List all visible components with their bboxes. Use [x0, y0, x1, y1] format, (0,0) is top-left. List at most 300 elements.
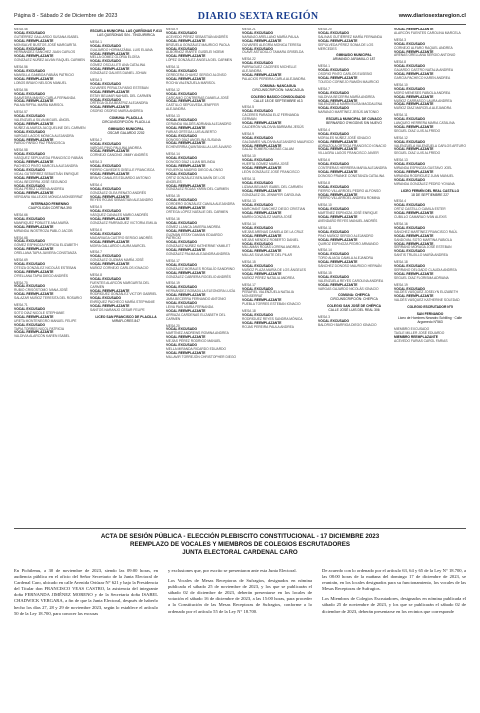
vocal-name: GONZÁLEZ NÚÑEZ KATHERINE YAMILET — [166, 244, 231, 249]
polling-place-name: ESCUELA MUNICIPAL DE CUNACO — [326, 117, 382, 122]
vocal-name: PUEBLA TORRES ESTEBAN IGNACIO — [242, 302, 301, 307]
vocal-role: VOCAL EXCUSADO — [90, 59, 122, 64]
mesa-number: MESA 57 — [14, 110, 28, 115]
vocal-role: VOCAL REEMPLAZANTE — [394, 72, 434, 77]
vocal-name: FIGUEROA MADRID DIEGO ALONSO — [166, 167, 223, 172]
vocal-name: CARCAMO CONTRERAS DANIELA JOSÉ — [166, 95, 229, 100]
vocal-role: VOCAL EXCUSADO — [318, 229, 350, 234]
mesa-number: MESA 3 — [394, 37, 406, 42]
mesa-block — [166, 260, 238, 280]
vocal-name: BALDRICH BARRIGA DIEGO IGNACIO — [318, 322, 377, 327]
vocal-name: OSORIO PINTO CARLOS EUSEBIO — [318, 72, 373, 77]
polling-place-name: GIMNASIO MUNICIPAL — [108, 126, 144, 131]
vocal-name: ESTAY BELMAR NAHUEL DEL CARMEN — [90, 93, 152, 98]
vocal-role: VOCAL EXCUSADO — [318, 207, 350, 212]
vocal-name: GARCÍA PACHECO KAREN ANDREA — [394, 75, 451, 80]
mesa-block — [394, 28, 466, 36]
polling-place — [90, 128, 162, 136]
mesa-number: MESA 4 — [394, 199, 406, 204]
mesa-block — [318, 272, 390, 292]
mesa-number: MESA 5 — [90, 205, 102, 210]
vocal-name: CERECERA CHAVEZ SERGIO ALONSO — [166, 72, 227, 77]
vocal-role: VOCAL REEMPLAZANTE — [166, 125, 206, 130]
vocal-role: VOCAL EXCUSADO — [14, 46, 46, 51]
listing-column — [90, 28, 162, 525]
vocal-name: MIRANDA GONZÁLEZ PEDRO YOVANA — [394, 181, 455, 186]
polling-place-name: COLEGIO SAN JOSÉ DE CHÉPICA — [326, 304, 382, 309]
vocal-name: MANRIQUEZ POBLETE ANA MARÍA — [14, 220, 69, 225]
listing-column — [318, 28, 390, 525]
notice-paragraph: En Pichilemu, a 30 de noviembre de 2023, siendo las 09:00 horas, en audiencia pública en el oficio del Señor Secretario de la Junta Electoral de Cardenal Caro, ubicado en calle Avenida Ortúzar N° 621 y bajo la Presidencia del Titular don FRANCISCO VEAS CASTRO, la asistencia del integrante doña FERNANDA JIMÉNEZ MORENO y de la Secretaria doña ISABEL CHADWICK VERGARA, a fin de que la Junta Electoral, después de haberlo hecho los días 27, 28 y 29 de noviembre 2023, según lo establece el artículo 50 de la Ley 18.700, para conocer las excusas — [14, 568, 158, 616]
vocal-name: GONZÁLEZ PARRAGUEZ VICTORIA EMILIA — [90, 220, 157, 225]
vocal-role: VOCAL REEMPLAZANTE — [14, 121, 54, 126]
vocal-role: VOCAL REEMPLAZANTE — [394, 241, 434, 246]
vocal-role: VOCAL EXCUSADO — [166, 301, 198, 305]
vocal-name: ORTEGA LÓPEZ NATALIE DEL CARMEN — [166, 209, 228, 214]
mesa-block — [394, 84, 466, 111]
vocal-name: CORDERO GONZÁLEZ CAMILA ALEJANDRA — [166, 202, 235, 207]
mesa-number: MESA 10 — [394, 82, 408, 87]
vocal-name: VALENZUELA VALENZUELA CARLOS ARTURO — [394, 143, 466, 148]
vocal-role: VOCAL REEMPLAZANTE — [166, 141, 206, 146]
polling-place — [318, 294, 390, 302]
polling-place-address: LAS QUEÑONAS S/N - TINGUIRIRICA — [97, 32, 155, 37]
mesa-number: MESA 10 — [242, 154, 256, 159]
mesa-number: MESA 19 — [166, 281, 180, 286]
notice-paragraph: y exclusiones que, por escrito se presentaron ante esta Junta Electoral. — [168, 568, 297, 573]
vocal-role: VOCAL REEMPLAZANTE — [318, 215, 358, 220]
mesa-number: MESA 7 — [90, 250, 102, 255]
vocal-role: VOCAL EXCUSADO — [242, 109, 274, 114]
vocal-role: VOCAL REEMPLAZANTE — [394, 271, 434, 276]
vocal-name: GONZÁLEZ CABRERA ROGELIO ANDRÉS — [166, 274, 231, 279]
vocal-name: GONZÁLEZ GUZMÁN MARÍA JOSÉ — [90, 258, 144, 263]
mesa-block — [14, 111, 86, 146]
vocal-role: VOCAL REEMPLAZANTE — [166, 76, 206, 81]
vocal-role: VOCAL REEMPLAZANTE — [14, 247, 54, 252]
polling-place-address: CALLE JOSÉ LUIS DEL REAL 306 — [328, 308, 380, 313]
vocal-name: MELLA MIRANDA RICARDO EDUARDO — [166, 346, 227, 351]
vocal-name: HUERTA GÓMEZ MARÍA JOSÉ — [242, 162, 289, 167]
vocal-name: VARGAS GAJARDO NICOLÁS IGNACIO — [318, 286, 379, 291]
vocal-role: VOCAL EXCUSADO — [166, 118, 198, 123]
vocal-name: VALDÉS VÁSQUEZ JOSELYN ELIZABETH — [394, 290, 459, 295]
polling-place — [14, 203, 86, 211]
mesa-number: MESA 14 — [318, 248, 332, 253]
vocal-name: OLIVARES ALEGRÍA MONICA TERESA — [242, 42, 302, 47]
vocal-name: VERGARA VALLEJOS MÓNICA MONSERRAT — [14, 195, 83, 200]
mesa-block — [166, 325, 238, 360]
vocal-name: CÁCERES PARADA ELIZ FERNANDA GERMAN — [242, 113, 299, 122]
vocal-name: ORTIZ GONZÁLEZ BENJAMÍN DE LOS ÁNGELES — [166, 175, 226, 184]
mesa-number: MESA 8 — [90, 272, 102, 277]
vocal-role: VOCAL EXCUSADO — [14, 167, 46, 172]
vocal-role: VOCAL EXCUSADO — [318, 184, 350, 189]
mesa-block — [14, 149, 86, 200]
mesa-block — [318, 249, 390, 269]
vocal-role: VOCAL EXCUSADO — [90, 254, 122, 259]
polling-place — [318, 118, 390, 126]
header-divider — [14, 24, 466, 25]
newspaper-url: www.diariosextaregion.cl — [398, 13, 466, 19]
mesa-number: MESA 16 — [394, 221, 408, 226]
vocal-role: VOCAL EXCUSADO — [166, 240, 198, 245]
notice-divider — [14, 528, 466, 529]
vocal-role: VOCAL REEMPLAZANTE — [14, 191, 54, 196]
vocal-name: GUTIÉRREZ GALLARDO SUSANA ISABEL — [14, 34, 79, 39]
vocal-name: SEGUEL DÍAZ LUIS ALFREDO — [394, 151, 441, 156]
vocal-name: LIZANA BELMAR ISABEL DEL CARMEN — [242, 184, 303, 189]
vocal-name: VILLAGRA LAGOS FRANCISCO JAVIER — [318, 151, 379, 156]
vocal-role: VOCAL EXCUSADO — [90, 231, 122, 236]
vocal-role: VOCAL EXCUSADO — [90, 141, 122, 146]
vocal-role: VOCAL EXCUSADO — [166, 343, 198, 348]
mesa-block — [394, 39, 466, 59]
mesa-number: MESA 18 — [242, 309, 256, 314]
vocal-name: BRIZUELA GONZÁLEZ MAURICIO PAOLA — [166, 42, 230, 47]
listing-column — [242, 28, 314, 525]
vocal-role: VOCAL EXCUSADO — [14, 284, 46, 289]
vocal-name: PARDO PARDO PAZ FRANCISCA — [14, 141, 65, 146]
vocal-role: VOCAL EXCUSADO — [242, 225, 274, 230]
polling-place — [90, 117, 162, 125]
vocal-name: VALDIVIA ALARCÓN KAREN ISABEL — [14, 334, 70, 339]
notice-title-line: REEMPLAZO DE VOCALES Y MIEMBROS DE COLEGIOS ESCRUTADORES — [129, 541, 351, 548]
mesa-number: MESA 5 — [242, 105, 254, 110]
vocal-role: VOCAL REEMPLAZANTE — [90, 239, 130, 244]
vocal-role: VOCAL REEMPLAZANTE — [166, 183, 206, 188]
vocal-name: MANSILLA GAMBOA FABIÁN PATRICIO — [14, 72, 74, 77]
mesa-number: MESA 18 — [394, 260, 408, 265]
vocal-role: VOCAL REEMPLAZANTE — [90, 89, 130, 94]
vocal-role: VOCAL REEMPLAZANTE — [394, 124, 434, 129]
polling-place — [318, 305, 390, 313]
vocal-name: GONZÁLEZ NÚÑEZ ALVÁN RAQUEL CARMEN — [14, 58, 85, 63]
vocal-role: VOCAL EXCUSADO — [318, 274, 350, 279]
polling-place-address: BERNARDO O'HIGGINS S/N NUEVO — [326, 121, 382, 126]
vocal-name: VALENZUELA MARÍN ELISA MAGDALENA — [318, 102, 383, 107]
vocal-role: VOCAL REEMPLAZANTE — [242, 188, 282, 193]
vocal-role: VOCAL EXCUSADO — [394, 264, 426, 269]
vocal-role: VOCAL EXCUSADO — [14, 91, 46, 96]
vocal-name: MUÑOZ PLAZA MARÍA DE LOS ÁNGELES — [242, 267, 306, 272]
vocal-name: VÁSQUEZ CANALES MARIO ANDRÉS — [90, 213, 149, 218]
vocal-name: SALAZAR MUÑOZ TERESITA DEL ROSARIO — [14, 296, 82, 301]
mesa-number: MESA 14 — [166, 152, 180, 157]
mesa-block — [166, 89, 238, 112]
vocal-role: VOCAL EXCUSADO — [166, 46, 198, 51]
vocal-role: VOCAL REEMPLAZANTE — [394, 49, 434, 54]
mesa-block — [242, 106, 314, 129]
vocal-name: LÓPEZ GONZÁLEZ ÁNGELA DEL CARMEN — [166, 58, 233, 63]
vocal-role: VOCAL EXCUSADO — [14, 261, 46, 266]
vocal-role: VOCAL EXCUSADO — [14, 216, 46, 221]
vocal-name: SERRANO MORAGA JOSÉ ESTEBAN — [394, 245, 452, 250]
vocal-role: VOCAL REEMPLAZANTE — [166, 293, 206, 298]
vocal-name: DONOSO DÍAZ LILIAN BELINDA — [166, 160, 216, 165]
vocal-role: VOCAL EXCUSADO — [14, 30, 46, 35]
mesa-number: MESA 12 — [166, 87, 180, 92]
mesa-number: MESA 8 — [394, 60, 406, 65]
vocal-name: VALDÉS VÁSQUEZ KATHERINE SOLEDAD — [394, 298, 460, 303]
vocal-role: VOCAL EXCUSADO — [394, 117, 426, 122]
mesa-block — [394, 223, 466, 258]
vocal-name: NARANJO MARTÍNEZ JESÚS ANTONIO — [318, 110, 379, 115]
vocal-role: VOCAL REEMPLAZANTE — [242, 271, 282, 276]
vocal-name: SÁNCHEZ MARTÍNEZ FRANCISCO RAÚL — [394, 229, 458, 234]
vocal-role: VOCAL REEMPLAZANTE — [242, 298, 282, 303]
vocal-name: OTEIZA GONZÁLEZ NICOLÁS ESTEBAN — [14, 265, 77, 270]
vocal-role: VOCAL REEMPLAZANTE — [242, 211, 282, 216]
mesa-number: MESA 7 — [318, 86, 330, 91]
mesa-number: MESA 2 — [90, 137, 102, 142]
vocal-name: SEGUEL DÍAZ LUIS ALFREDO — [394, 128, 441, 133]
vocal-role: VOCAL REEMPLAZANTE — [90, 217, 130, 222]
vocal-name: ACEVEDO FARIAS CAROL FARIAS — [394, 338, 448, 343]
vocal-name: URETA MONTENEGRO MANUEL FELIPE — [14, 318, 77, 323]
vocal-role: VOCAL EXCUSADO — [14, 129, 46, 134]
mesa-block — [394, 261, 466, 281]
vocal-role: VOCAL EXCUSADO — [242, 46, 274, 51]
polling-place-name: COMUNA: CHEPICA — [338, 293, 370, 298]
vocal-role: VOCAL EXCUSADO — [318, 162, 350, 167]
polling-place-address: MIRAFLORES 847 — [112, 318, 140, 323]
listing-column — [394, 28, 466, 525]
mesa-block — [318, 316, 390, 328]
mesa-number: MIEMBRO EXCUSADO — [394, 326, 430, 331]
vocal-role: VOCAL EXCUSADO — [14, 69, 46, 74]
notice-paragraph: De acuerdo con lo ordenado por el artículo 63, 64 y 65 de la Ley N° 18.700, a las 08:00 horas de la mañana del domingo 17 de diciembre de 2023, se reunirán, en los locales designados para su funcionamiento, los vocales de las Mesas Receptoras de Sufragios. — [322, 568, 466, 592]
polling-place-name: COLEGIO ESCRUTADOR N°5 — [407, 305, 453, 310]
vocal-name: VALDIVIA BECERRA MARÍA ANDREA — [318, 94, 375, 99]
vocal-role: VOCAL REEMPLAZANTE — [14, 137, 54, 142]
mesa-number: MESA 56 — [14, 65, 28, 70]
mesa-block — [90, 161, 162, 181]
vocal-name: ENRÍQUEZ PACHECO MARÍA STEPHANIE — [90, 300, 155, 305]
vocal-role: VOCAL EXCUSADO — [90, 43, 122, 48]
polling-place-name: COLEGIO BASICO CONSOLIDADO — [250, 94, 306, 99]
mesa-block — [90, 206, 162, 226]
vocal-role: VOCAL EXCUSADO — [166, 30, 198, 35]
mesa-number: MESA 1 — [318, 64, 330, 69]
mesa-number: MESA 15 — [318, 270, 332, 275]
mesa-number: MESA 9 — [242, 131, 254, 136]
vocal-name: ACEVEDO PÉREZ SEBASTIÁN ANDRÉS — [166, 34, 228, 39]
polling-place-name: INTERNADO FEMENINO — [31, 202, 69, 207]
mesa-block — [14, 282, 86, 302]
vocal-name: RUBIO CRISÓSTOMO IVANA JOSÉ — [14, 288, 68, 293]
vocal-name: MILLAS SILVA MAITE DEL PILAR — [242, 253, 292, 258]
notice-body — [14, 568, 466, 708]
vocal-name: FIERRO VILLARROEL ANDREA ROMINA — [318, 196, 380, 201]
notice-title-line: ACTA DE SESIÓN PÚBLICA - ELECCIÓN PLEBISCITO CONSTITUCIONAL - 17 DICIEMBRE 2023 — [100, 533, 380, 540]
vocal-role: VOCAL EXCUSADO — [318, 131, 350, 136]
mesa-number: MESA 4 — [90, 182, 102, 187]
mesa-block — [318, 182, 390, 202]
vocal-name: GÓMEZ LLANCA JAVIERA ANDREA — [166, 224, 221, 229]
vocal-role: VOCAL REEMPLAZANTE — [90, 172, 130, 176]
vocal-role: VOCAL EXCUSADO — [318, 30, 350, 35]
vocal-role: VOCAL REEMPLAZANTE — [14, 160, 54, 165]
mesa-block — [394, 200, 466, 220]
notice-column — [322, 568, 466, 708]
mesa-number: MESA 70 — [14, 280, 28, 285]
vocal-name: SOTO DÍAZ NICOLE STEPHANIE — [14, 310, 65, 315]
vocal-role: VOCAL REEMPLAZANTE — [166, 308, 206, 313]
mesa-block — [318, 129, 390, 156]
vocal-name: VARGAS PINO PAULINA ANDREA — [90, 145, 142, 150]
vocal-role: VOCAL EXCUSADO — [242, 264, 274, 269]
vocal-role: VOCAL EXCUSADO — [394, 203, 426, 208]
mesa-block — [90, 184, 162, 204]
mesa-number: MESA 1 — [90, 39, 102, 44]
mesa-block — [242, 200, 314, 220]
vocal-role: VOCAL REEMPLAZANTE — [318, 170, 358, 174]
vocal-name: GALAZ ROMERO MATÍAS CALAM — [242, 147, 294, 152]
mesa-number: MESA 8 — [318, 180, 330, 185]
vocal-role: VOCAL REEMPLAZANTE — [318, 139, 358, 144]
mesa-block — [318, 65, 390, 85]
vocal-role: VOCAL EXCUSADO — [166, 133, 198, 138]
vocal-name: BRAVO CANALES EDUARDO ANTONIO — [90, 175, 151, 180]
polling-place — [90, 316, 162, 324]
vocal-name: GONZÁLEZ GIL JENNIFER CAROLINA — [242, 192, 301, 197]
mesa-number: MESA 13 — [242, 199, 256, 204]
notice-column — [14, 568, 158, 708]
vocal-name: GAJARDO CASTRO NATALIA ANDREA — [394, 68, 454, 73]
polling-place — [394, 306, 466, 310]
mesa-block — [242, 284, 314, 307]
mesa-number: MESA 4 — [318, 127, 330, 132]
vocal-name: VIDAL BECERRA JOSÉ SEGUNDO — [14, 179, 68, 184]
listing-column — [166, 28, 238, 525]
vocal-role: VOCAL REEMPLAZANTE — [90, 194, 130, 199]
vocal-name: SERRANO DELGADO CLAUDIA ANDREA — [394, 267, 457, 272]
vocal-name: NARANJO ARELLANO MARÍA PAULA — [242, 34, 299, 39]
mesa-number: MESA 11 — [318, 225, 332, 230]
vocal-name: MARTÍNEZ ESPINOZA JOSÉ ENRIQUE — [318, 211, 378, 216]
vocal-name: LANQUEO HERRERA MARIA CATALINA — [394, 121, 455, 126]
vocal-name: ROJAS PEREIRA PAULA ANDREA — [242, 324, 294, 329]
mesa-number: MESA 14 — [242, 221, 256, 226]
vocal-name: VIDAL PÉREZ LORENA ANDREA — [14, 187, 65, 192]
mesa-block — [394, 114, 466, 134]
vocal-role: VOCAL EXCUSADO — [242, 241, 274, 246]
vocal-role: VOCAL REEMPLAZANTE — [394, 233, 434, 238]
mesa-block — [166, 218, 238, 257]
vocal-name: ALBORNOZ IRARTE GUSELEI NOEMI — [166, 50, 225, 55]
vocal-role: VOCAL REEMPLAZANTE — [318, 98, 358, 103]
vocal-role: VOCAL REEMPLAZANTE — [14, 269, 54, 274]
mesa-number: MESA 3 — [318, 315, 330, 320]
mesa-block — [242, 310, 314, 330]
vocal-name: GÓMEZ ESPINOZA PATRICIA ELIZABETH — [14, 243, 78, 248]
mesa-number: MESA 21 — [242, 28, 256, 31]
vocal-name: SEGUEL DÍAZ FLORISMA ADRIANA — [394, 275, 449, 280]
vocal-role: VOCAL REEMPLAZANTE — [14, 99, 54, 104]
mesa-block — [14, 304, 86, 339]
vocal-name: MELLA GÓMEZ GLORIA ELOÍSA — [90, 55, 140, 60]
vocal-role: VOCAL EXCUSADO — [90, 97, 122, 102]
mesa-number: MESA 71 — [14, 303, 28, 308]
vocal-name: AVENDAÑO REYES MANUEL ANDRÉS — [318, 218, 378, 223]
vocal-name: PALMA RIFFAL MARÍA MARISOL — [14, 103, 64, 108]
vocal-role: VOCAL REEMPLAZANTE — [242, 233, 282, 238]
vocal-name: ROCHA VALENZUELA MARISOL — [166, 80, 216, 85]
vocal-role: VOCAL EXCUSADO — [242, 30, 274, 35]
vocal-role: VOCAL EXCUSADO — [242, 313, 274, 317]
listing-column — [14, 28, 86, 525]
vocal-name: JARA BECERRA FERNANDO ANTONIO — [166, 297, 227, 302]
vocal-name: MUÑOZ PÉREZ NATALIA ANDREA — [242, 275, 295, 280]
vocal-name: MORO MENESES FABIOLA ANDREA — [394, 90, 451, 95]
vocal-role: VOCAL REEMPLAZANTE — [90, 67, 130, 72]
vocal-role: VOCAL EXCUSADO — [14, 152, 46, 157]
vocal-role: VOCAL EXCUSADO — [14, 322, 46, 327]
vocal-name: CERANDA VALDÉS ADRIANA ALEJANDRO — [166, 121, 232, 126]
vocal-name: OLAVE ASTUDILLO TAMARA GRISELDA — [242, 50, 304, 55]
mesa-block — [90, 229, 162, 249]
page-header — [14, 10, 466, 22]
vocal-name: NÚÑEZ ALMARZA JACQUELINE DEL CARMEN — [14, 125, 86, 130]
vocal-name: QUIROZ ESPINOZA PEDRO ARMANDO — [318, 241, 379, 246]
vocal-role: VOCAL REEMPLAZANTE — [90, 262, 130, 267]
vocal-role: VOCAL REEMPLAZANTE — [90, 288, 130, 293]
vocal-name: GALDAMES VALDIVIA ALEJANDRO MAURICIO — [242, 139, 314, 144]
mesa-block — [394, 284, 466, 304]
vocal-role: VOCAL EXCUSADO — [90, 296, 122, 301]
vocal-role: VOCAL EXCUSADO — [394, 225, 426, 230]
mesa-block — [14, 214, 86, 234]
vocal-listing-grid — [14, 28, 466, 525]
vocal-name: FARIAS ORTEGA LUIS ALBERTO — [166, 129, 217, 134]
mesa-number: MESA 66 — [14, 212, 28, 217]
vocal-name: LEÓN GONZÁLEZ JOSÉ FRANCISCO — [242, 170, 300, 174]
mesa-block — [90, 79, 162, 114]
vocal-role: VOCAL REEMPLAZANTE — [318, 237, 358, 242]
mesa-block — [242, 155, 314, 175]
vocal-name: MEJÍAS ARENAS DANIELA DE LA CRUZ — [242, 229, 304, 234]
vocal-role: VOCAL EXCUSADO — [242, 203, 274, 208]
vocal-name: LOBOS BRAVO NELSON MANUEL — [14, 80, 67, 85]
vocal-role: VOCAL EXCUSADO — [166, 285, 198, 290]
vocal-name: MARTÍNEZ ANDREWS ROMINA ANDREA — [166, 331, 229, 336]
mesa-block — [242, 133, 314, 153]
vocal-role: MIEMBRO REEMPLAZANTE — [394, 334, 438, 339]
vocal-role: VOCAL EXCUSADO — [90, 276, 122, 281]
vocal-role: VOCAL EXCUSADO — [90, 164, 122, 169]
mesa-block — [318, 88, 390, 115]
vocal-name: GONZÁLEZ ROJAS YARIN DEL CARMEN — [166, 187, 229, 192]
vocal-name: MILLAMÁN ROJAS LORENA ANDREA — [242, 245, 300, 250]
vocal-name: SAAVEDRA MANSO CARLA FERNANDA — [14, 95, 76, 100]
vocal-role: VOCAL REEMPLAZANTE — [394, 94, 434, 99]
polling-place-name: SAN FERNANDO — [416, 312, 444, 317]
vocal-name: O'RELLANA TAPIA DIEGO ANDRÉS — [14, 273, 69, 278]
vocal-role: VOCAL REEMPLAZANTE — [90, 105, 130, 110]
vocal-name: MONSALVE BUSTOS JOSÉ MARGARITA — [14, 42, 77, 47]
mesa-number: MESA 11 — [242, 176, 256, 181]
polling-place — [242, 96, 314, 104]
vocal-role: VOCAL EXCUSADO — [14, 239, 46, 244]
polling-place-address: CIRCUNSCRIPCIÓN: PLACILLA — [101, 120, 151, 125]
vocal-name: MUÑOZ DÍAZ MARCELA ALEJANDRA — [394, 106, 452, 111]
mesa-number: MESA 17 — [166, 258, 180, 263]
polling-place-address: ARMANDO JARAMILLO 187 — [332, 57, 376, 62]
mesa-block — [318, 28, 390, 51]
polling-place — [242, 85, 314, 93]
mesa-block — [166, 282, 238, 321]
